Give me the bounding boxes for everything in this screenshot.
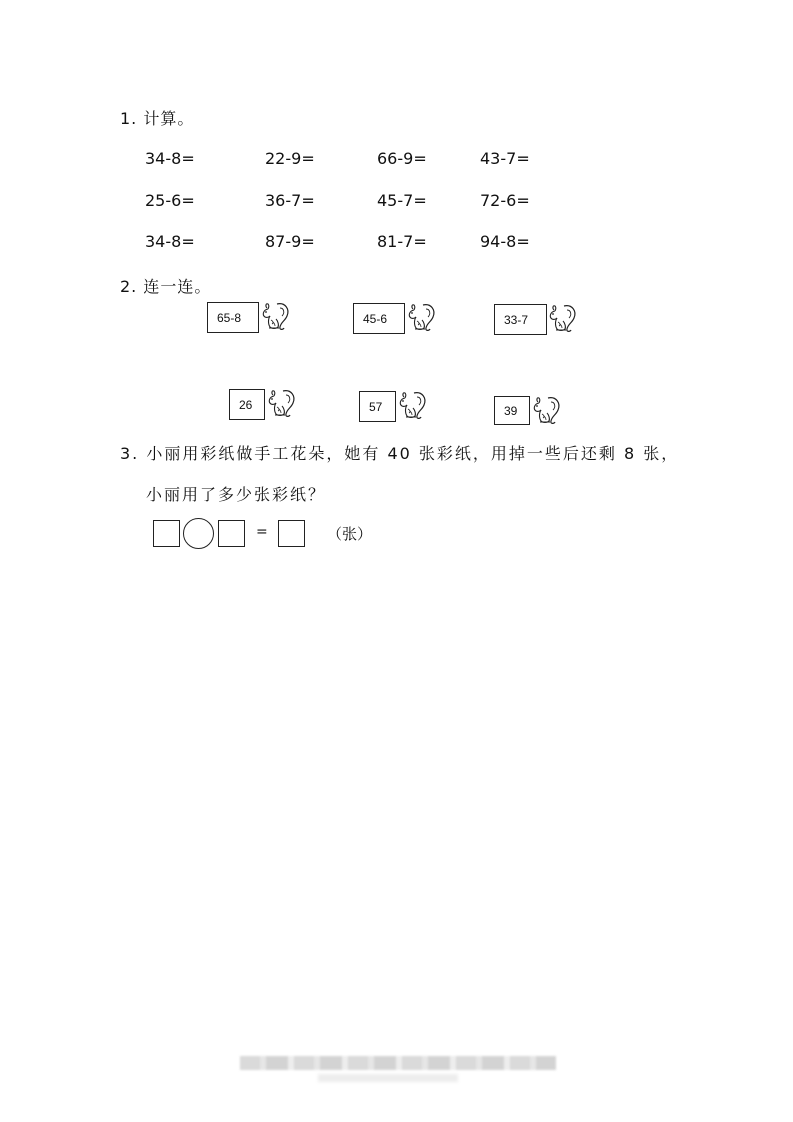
squirrel-icon [546,302,578,334]
match-card-number[interactable]: 39 [494,396,530,425]
match-card-number[interactable]: 26 [229,389,265,420]
match-card-expression[interactable]: 45-6 [353,303,405,334]
question-3-title: 3. 小丽用彩纸做手工花朵，她有 40 张彩纸，用掉一些后还剩 8 张， [120,444,680,463]
calc-item: 94-8= [480,232,530,251]
answer-box[interactable] [218,520,245,547]
squirrel-icon [405,301,437,333]
calc-item: 43-7= [480,149,530,168]
result-box[interactable] [278,520,305,547]
match-card-expression[interactable]: 33-7 [494,304,547,335]
calc-item: 66-9= [377,149,427,168]
calc-item: 22-9= [265,149,315,168]
question-3-line2: 小丽用了多少张彩纸？ [146,485,327,504]
blurred-footer [240,1056,556,1070]
equals-sign: = [256,524,268,540]
match-card-expression[interactable]: 65-8 [207,302,259,333]
squirrel-icon [530,394,562,426]
squirrel-icon [259,300,291,332]
unit-label: （张） [327,525,373,543]
squirrel-icon [396,389,428,421]
question-2-title: 2. 连一连。 [120,277,212,296]
calc-item: 81-7= [377,232,427,251]
answer-box[interactable] [153,520,180,547]
calc-item: 34-8= [145,232,195,251]
squirrel-icon [265,387,297,419]
operator-circle[interactable] [183,518,214,549]
calc-item: 36-7= [265,191,315,210]
question-1-title: 1. 计算。 [120,109,195,128]
calc-item: 45-7= [377,191,427,210]
calc-item: 34-8= [145,149,195,168]
calc-item: 25-6= [145,191,195,210]
calc-item: 87-9= [265,232,315,251]
match-card-number[interactable]: 57 [359,391,396,422]
blurred-footer-line [318,1074,458,1082]
calc-item: 72-6= [480,191,530,210]
